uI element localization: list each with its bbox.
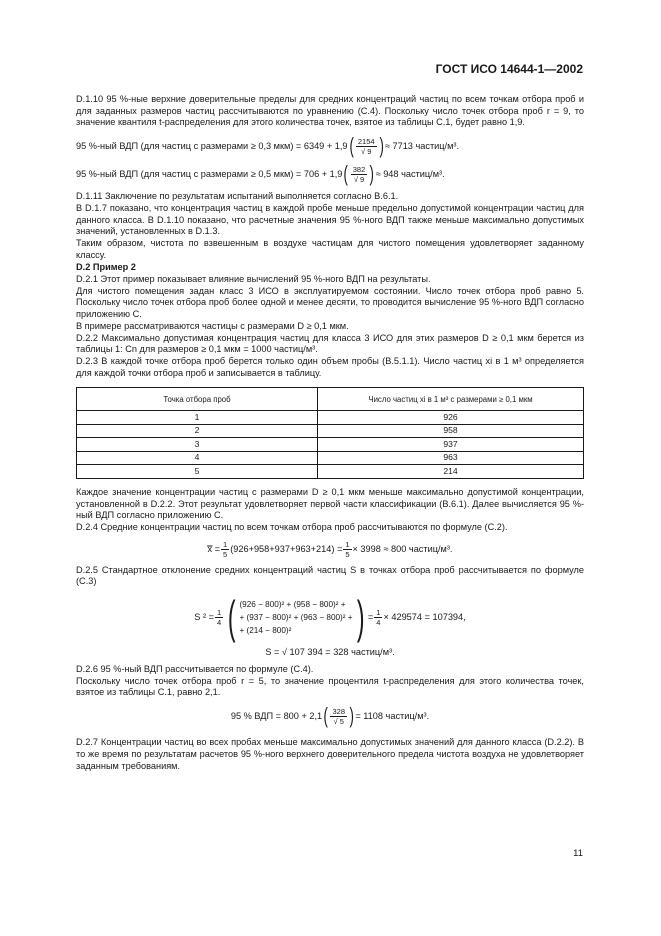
fraction: $\frac{1}{4}$ xyxy=(376,607,381,627)
paragraph-d-2-2: D.2.2 Максимально допустимая концентрация частиц для класса 3 ИСО для этих размеров D ≥ 0,1 мкм берется из таблицы 1: Cn для размеров ≥ 0,1 мкм = 1000 частиц/м³. xyxy=(76,332,584,355)
paragraph-particle-size: В примере рассматриваются частицы с размерами D ≥ 0,1 мкм. xyxy=(76,320,349,331)
formula-vdp-05: 95 %-ный ВДП (для частиц с размерами ≥ 0,5 мкм) = 706 + 1,9 ( $\frac{382}{√ 9}$ ) ≈ 948 частиц/м³. xyxy=(76,161,445,187)
variance-terms: (926 − 800)² + (958 − 800)² + + (937 − 800)² + (963 − 800)² + + (214 − 800)² xyxy=(239,599,353,635)
section-heading-d-2: D.2 Пример 2 xyxy=(76,262,136,273)
table-cell: 926 xyxy=(318,411,584,425)
table-cell: 958 xyxy=(318,424,584,438)
table-cell: 937 xyxy=(318,438,584,452)
table-cell: 214 xyxy=(318,465,584,479)
page-number: 11 xyxy=(573,848,583,859)
paragraph-d-1-7-ref: В D.1.7 показано, что концентрация частиц в каждой пробе меньше предельно допустимой концентрации частиц для данного класса. В D.1.10 показано, что расчетные значения 95 %-ного ВДП также меньше максимально допустимых значений, установленных в D.1.3. xyxy=(76,202,584,237)
fraction: $\frac{382}{√ 9}$ xyxy=(352,164,366,184)
table-header-count: Число частиц xi в 1 м³ с размерами ≥ 0,1 мкм xyxy=(318,388,584,411)
fraction: $\frac{1}{5}$ xyxy=(345,539,350,559)
table-cell: 2 xyxy=(77,424,318,438)
table-cell: 963 xyxy=(318,451,584,465)
paragraph-d-2-6: D.2.6 95 %-ный ВДП рассчитывается по формуле (С.4). xyxy=(76,664,314,675)
fraction: $\frac{2154}{√ 9}$ xyxy=(357,136,375,156)
table-row xyxy=(77,411,584,425)
formula-variance: S ² = $\frac{1}{4}$ ( (926 − 800)² + (958 − 800)² + + (937 − 800)² + (963 − 800)² + + (214 − 800)² ) = $\frac{1}{4}$ × 429574 = 107394, xyxy=(194,591,466,644)
paragraph-d-2-3: D.2.3 В каждой точке отбора проб берется только один объем пробы (В.5.1.1). Число частиц xi в 1 м³ определяется для каждой точки отбора проб и записывается в таблицу. xyxy=(76,355,584,378)
fraction: $\frac{1}{5}$ xyxy=(223,539,228,559)
paragraph-conclusion: Таким образом, чистота по взвешенным в воздухе частицам для чистого помещения удовлетворяет заданному классу. xyxy=(76,237,584,260)
table-cell: 3 xyxy=(77,438,318,452)
paragraph-each-value: Каждое значение концентрации частиц с размерами D ≥ 0,1 мкм меньше максимально допустимой концентрации, установленной в D.2.2. Этот результат удовлетворяет первой части классификации (В.6.1). Далее вычисляется 95 %-ный ВДП согласно приложению С. xyxy=(76,486,584,521)
document-body xyxy=(76,94,584,772)
paragraph-d-1-11: D.1.11 Заключение по результатам испытаний выполняется согласно В.6.1. xyxy=(76,191,399,202)
paragraph-d-2-5: D.2.5 Стандартное отклонение средних концентраций частиц S в точках отбора проб рассчитывается по формуле (С.3) xyxy=(76,564,584,587)
paragraph-d-2-7: D.2.7 Концентрации частиц во всех пробах меньше максимально допустимых значений для данного класса (D.2.2). В то же время по результатам расчетов 95 %-ного верхнего доверительного предела чистота воздуха не удовлетворяет заданным требованиям. xyxy=(76,737,584,771)
paragraph-d-2-4: D.2.4 Средние концентрации частиц по всем точкам отбора проб рассчитываются по формуле (С.2). xyxy=(76,521,508,532)
table-row xyxy=(77,424,584,438)
table-header-point: Точка отбора проб xyxy=(77,388,318,411)
document-header: ГОСТ ИСО 14644-1—2002 xyxy=(435,62,583,76)
table-cell: 1 xyxy=(77,411,318,425)
formula-std-dev: S = √ 107 394 = 328 частиц/м³. xyxy=(265,647,395,658)
fraction: $\frac{328}{√ 5}$ xyxy=(332,706,345,726)
paragraph-t-distribution: Поскольку число точек отбора проб r = 5, то значение процентиля t-распределения для этого количества точек, взятое из таблицы С.1, равно 2,1. xyxy=(76,675,584,698)
table-row xyxy=(77,438,584,452)
paragraph-class-3: Для чистого помещения задан класс 3 ИСО в эксплуатируемом состоянии. Число точек отбора проб равно 5. Поскольку число точек отбора проб более одной и менее десяти, то проводится вычисление 95 %-ного ВДП согласно приложению С. xyxy=(76,285,584,320)
formula-vdp-final: 95 % ВДП = 800 + 2,1 ( $\frac{328}{√ 5}$ ) = 1108 частиц/м³. xyxy=(230,703,430,729)
table-cell: 4 xyxy=(77,451,318,465)
table-row xyxy=(77,465,584,479)
formula-mean: x̿ = $\frac{1}{5}$ (926+958+937+963+214) = $\frac{1}{5}$ × 3998 ≈ 800 частиц/м³. xyxy=(207,539,453,559)
paragraph-d-2-1: D.2.1 Этот пример показывает влияние вычислений 95 %-ного ВДП на результаты. xyxy=(76,274,431,285)
table-cell: 5 xyxy=(77,465,318,479)
fraction: $\frac{1}{4}$ xyxy=(216,607,222,627)
paragraph-d-1-10: D.1.10 95 %-ные верхние доверительные пределы для средних концентраций частиц по всем точкам отбора проб и для заданных размеров частиц рассчитываются по уравнению (С.4). Поскольку число точек отбора проб r = 9, то значение квантиля t-распределения для этого количества точек, взятое из таблицы С.1, будет равно 1,9. xyxy=(76,94,584,128)
sampling-table xyxy=(76,387,584,479)
table-header-row xyxy=(77,388,584,411)
formula-vdp-03: 95 %-ный ВДП (для частиц с размерами ≥ 0,3 мкм) = 6349 + 1,9 ( $\frac{2154}{√ 9}$ ) ≈ 7713 частиц/м³. xyxy=(76,133,460,159)
table-row xyxy=(77,451,584,465)
